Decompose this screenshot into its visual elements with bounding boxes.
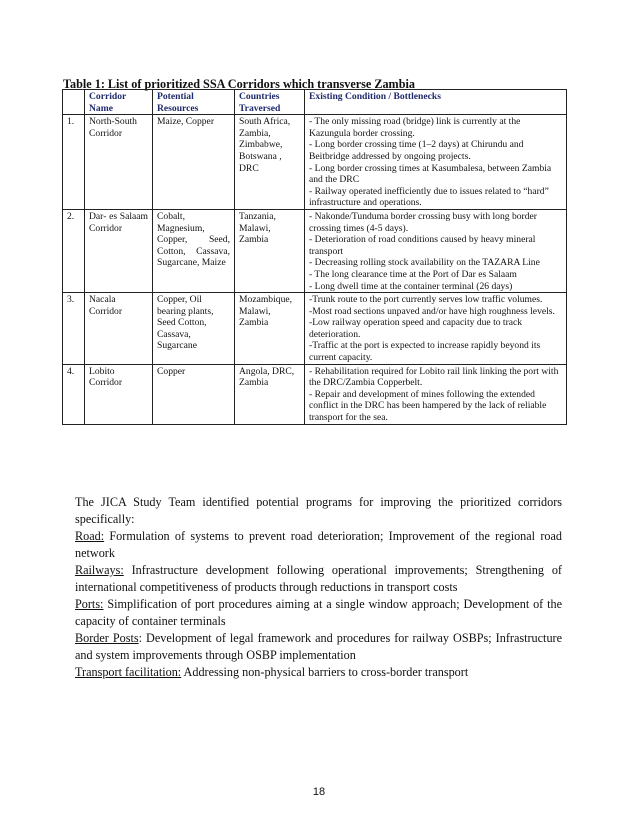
row-number: 4.	[63, 364, 85, 424]
potential-resources: Cobalt, Magnesium, Copper, Seed, Cotton, Cassava, Sugarcane, Maize	[153, 209, 235, 292]
condition-item: - The only missing road (bridge) link is currently at the Kazungula border crossing.	[309, 116, 521, 139]
program-railways	[75, 562, 562, 596]
header-existing-condition: Existing Condition / Bottlenecks	[305, 90, 567, 115]
row-number: 3.	[63, 293, 85, 365]
condition-item: - Decreasing rolling stock availability on the TAZARA Line	[309, 257, 540, 269]
program-label: Transport facilitation:	[75, 665, 182, 679]
condition-item: - Long border crossing time (1–2 days) at Chirundu and Beitbridge addressed by ongoing projects.	[309, 139, 524, 162]
program-transport-facilitation	[75, 664, 562, 681]
potential-resources: Maize, Copper	[153, 115, 235, 210]
corridor-name: Nacala Corridor	[85, 293, 153, 365]
table-row	[63, 115, 567, 210]
potential-resources: Copper, Oil bearing plants, Seed Cotton, Cassava, Sugarcane	[153, 293, 235, 365]
program-text: Formulation of systems to prevent road deterioration; Improvement of the regional road network	[75, 529, 562, 560]
corridor-name: Lobito Corridor	[85, 364, 153, 424]
corridor-name: North-South Corridor	[85, 115, 153, 210]
condition-item: -Low railway operation speed and capacity due to track deterioration.	[309, 317, 523, 340]
program-border-posts	[75, 630, 562, 664]
condition-item: - Railway operated inefficiently due to issues related to “hard” infrastructure and operations.	[309, 185, 549, 209]
row-number: 1.	[63, 115, 85, 210]
condition-item: -Traffic at the port is expected to increase rapidly beyond its current capacity.	[309, 340, 541, 364]
program-label: Road:	[75, 529, 105, 543]
condition-item: - Deterioration of road conditions caused by heavy mineral transport	[309, 234, 536, 257]
countries-traversed: Angola, DRC, Zambia	[235, 364, 305, 424]
corridors-table	[62, 89, 567, 425]
program-text: Infrastructure development following operational improvements; Strengthening of international competitiveness of products through reductions in transport costs	[75, 563, 562, 594]
table-row	[63, 209, 567, 292]
program-road	[75, 528, 562, 562]
row-number: 2.	[63, 209, 85, 292]
header-number	[63, 90, 85, 115]
countries-traversed: South Africa, Zambia, Zimbabwe, Botswana , DRC	[235, 115, 305, 210]
potential-resources: Copper	[153, 364, 235, 424]
page-number: 18	[312, 786, 326, 798]
program-label: Border Posts	[75, 631, 139, 645]
header-countries-traversed: Countries Traversed	[235, 90, 305, 115]
intro-paragraph: The JICA Study Team identified potential programs for improving the prioritized corridors specifically:	[75, 495, 562, 526]
table-row	[63, 293, 567, 365]
condition-item: - Long dwell time at the container terminal (26 days)	[309, 280, 513, 292]
header-potential-resources: Potential Resources	[153, 90, 235, 115]
condition-item: - Repair and development of mines following the extended conflict in the DRC has been hampered by the lack of reliable transport for the sea.	[309, 388, 547, 424]
existing-conditions	[305, 293, 567, 365]
countries-traversed: Mozambique, Malawi, Zambia	[235, 293, 305, 365]
condition-item: -Most road sections unpaved and/or have high roughness levels.	[309, 305, 555, 317]
existing-conditions	[305, 209, 567, 292]
countries-traversed: Tanzania, Malawi, Zambia	[235, 209, 305, 292]
condition-item: - Nakonde/Tunduma border crossing busy with long border crossing times (4-5 days).	[309, 210, 538, 234]
table-header-row	[63, 90, 567, 115]
program-label: Railways:	[75, 563, 124, 577]
corridor-name: Dar- es Salaam Corridor	[85, 209, 153, 292]
program-text: Simplification of port procedures aiming at a single window approach; Development of the capacity of container terminals	[75, 597, 562, 628]
condition-item: - Rehabilitation required for Lobito rail link linking the port with the DRC/Zambia Copperbelt.	[309, 365, 559, 389]
program-ports	[75, 596, 562, 630]
header-corridor-name: Corridor Name	[85, 90, 153, 115]
programs-list	[75, 528, 562, 681]
program-text: : Development of legal framework and procedures for railway OSBPs; Infrastructure and system improvements through OSBP implementation	[75, 631, 563, 662]
table-caption: Table 1: List of prioritized SSA Corridors which transverse Zambia	[63, 77, 415, 91]
table-row	[63, 364, 567, 424]
program-label: Ports:	[75, 597, 104, 611]
condition-item: - Long border crossing times at Kasumbalesa, between Zambia and the DRC	[309, 162, 552, 186]
existing-conditions	[305, 364, 567, 424]
condition-item: -Trunk route to the port currently serves low traffic volumes.	[309, 294, 543, 306]
existing-conditions	[305, 115, 567, 210]
program-text: Addressing non-physical barriers to cross-border transport	[181, 665, 469, 679]
condition-item: - The long clearance time at the Port of Dar es Salaam	[309, 268, 517, 280]
